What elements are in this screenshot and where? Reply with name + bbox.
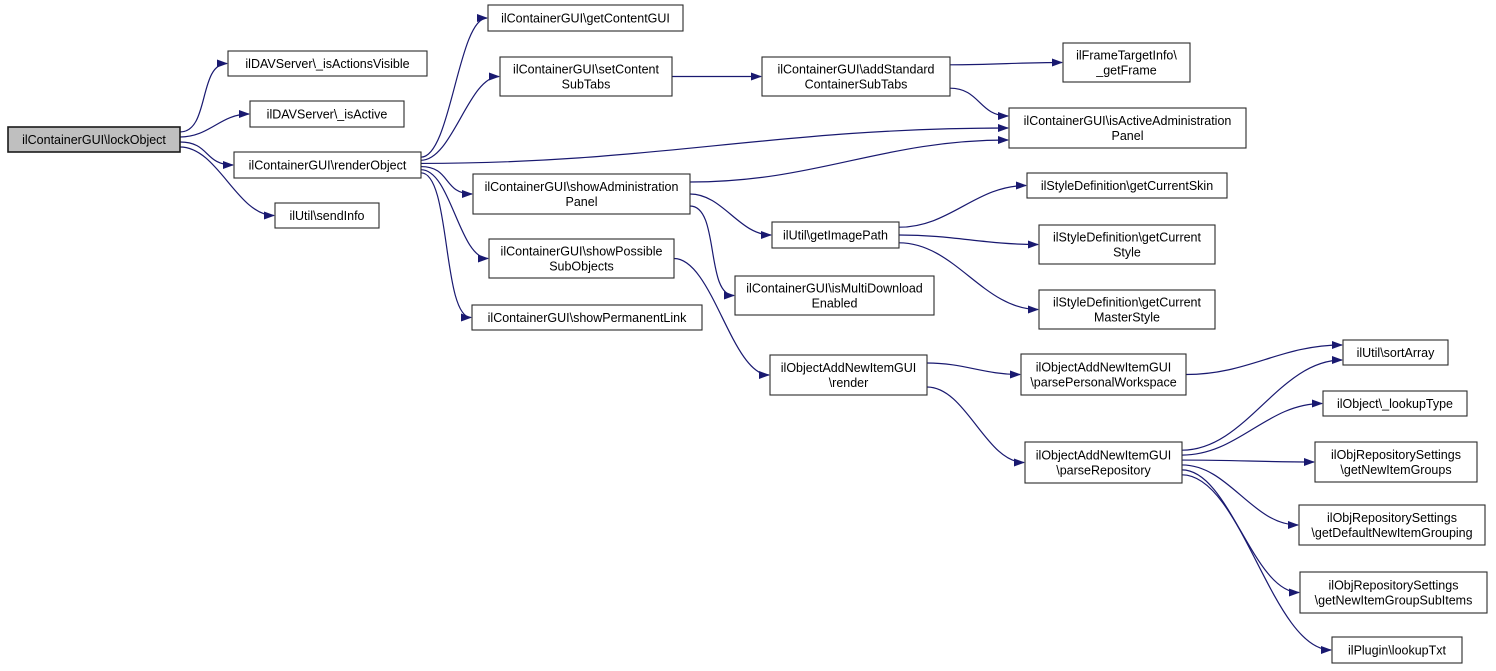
node-label: ilObjectAddNewItemGUI \render <box>780 361 917 390</box>
node-isActive[interactable] <box>250 101 404 127</box>
node-getCurrentSkin[interactable] <box>1027 173 1227 198</box>
edge-showAdministrationPanel-isActiveAdministrationPanel <box>690 140 1008 182</box>
edge-showAdministrationPanel-isMultiDownloadEnabled <box>690 206 734 296</box>
node-label: ilContainerGUI\addStandard ContainerSubTabs <box>777 62 935 92</box>
node-label: ilUtil\sendInfo <box>289 209 365 223</box>
node-label: ilDAVServer\_isActive <box>266 107 388 122</box>
node-getImagePath[interactable] <box>772 222 899 248</box>
node-isActiveAdministrationPanel[interactable] <box>1009 108 1246 148</box>
node-showAdministrationPanel[interactable] <box>473 174 690 214</box>
edge-renderObject-showAdministrationPanel <box>421 167 472 194</box>
node-parsePersonalWorkspace[interactable] <box>1021 354 1186 395</box>
node-label: ilObjRepositorySettings \getNewItemGroupSubItems <box>1314 578 1473 608</box>
edge-getImagePath-getCurrentStyle <box>899 235 1038 245</box>
edge-lockObject-renderObject <box>180 142 233 165</box>
edge-render-parseRepository <box>927 387 1024 463</box>
node-sendInfo[interactable] <box>275 203 379 228</box>
node-label: ilObjRepositorySettings \getDefaultNewItemGrouping <box>1311 511 1473 540</box>
node-label: ilContainerGUI\isActiveAdministration Panel <box>1023 114 1232 143</box>
node-getNewItemGroupSubItems[interactable] <box>1300 572 1487 613</box>
node-render[interactable] <box>770 355 927 395</box>
edge-addStandardContainerSubTabs-isActiveAdministrationPanel <box>950 88 1008 116</box>
edge-parsePersonalWorkspace-sortArray <box>1186 345 1342 375</box>
node-isActionsVisible[interactable] <box>228 51 427 76</box>
node-label: ilContainerGUI\showAdministration Panel <box>484 180 679 209</box>
node-label: ilPlugin\lookupTxt <box>1348 643 1446 658</box>
node-isMultiDownloadEnabled[interactable] <box>735 276 934 315</box>
node-label: ilUtil\getImagePath <box>783 228 888 243</box>
edge-renderObject-isActiveAdministrationPanel <box>421 128 1008 163</box>
node-label: ilContainerGUI\lockObject <box>22 133 166 147</box>
node-addStandardContainerSubTabs[interactable] <box>762 57 950 96</box>
edge-parseRepository-getDefaultNewItemGrouping <box>1182 465 1298 525</box>
node-label: ilContainerGUI\isMultiDownload Enabled <box>746 281 923 311</box>
node-label: ilObject\_lookupType <box>1336 397 1454 411</box>
node-renderObject[interactable] <box>234 152 421 178</box>
node-lookupType[interactable] <box>1323 391 1467 416</box>
node-parseRepository[interactable] <box>1025 442 1182 483</box>
edge-lockObject-isActionsVisible <box>180 64 227 133</box>
node-getDefaultNewItemGrouping[interactable] <box>1299 505 1485 545</box>
node-getCurrentMasterStyle[interactable] <box>1039 290 1215 329</box>
edge-lockObject-isActive <box>180 114 249 137</box>
node-label: ilContainerGUI\setContent SubTabs <box>513 62 659 92</box>
node-lookupTxt[interactable] <box>1332 637 1462 663</box>
node-label: ilObjRepositorySettings \getNewItemGroups <box>1331 448 1461 477</box>
edge-parseRepository-getNewItemGroups <box>1182 460 1314 462</box>
edge-renderObject-getContentGUI <box>421 18 487 157</box>
edge-renderObject-setContentSubTabs <box>421 77 499 161</box>
node-label: ilContainerGUI\showPermanentLink <box>487 311 687 325</box>
node-getContentGUI[interactable] <box>488 5 683 31</box>
node-label: ilObjectAddNewItemGUI \parseRepository <box>1035 448 1172 478</box>
node-getFrame[interactable] <box>1063 43 1190 82</box>
node-showPermanentLink[interactable] <box>472 305 702 330</box>
node-label: ilUtil\sortArray <box>1356 346 1435 360</box>
node-label: ilContainerGUI\renderObject <box>248 158 407 173</box>
node-label: ilStyleDefinition\getCurrent Style <box>1053 230 1201 260</box>
node-showPossibleSubObjects[interactable] <box>489 239 674 278</box>
node-setContentSubTabs[interactable] <box>500 57 672 96</box>
edge-render-parsePersonalWorkspace <box>927 363 1020 375</box>
edge-parseRepository-lookupTxt <box>1182 475 1331 650</box>
edge-getImagePath-getCurrentSkin <box>899 186 1026 228</box>
edge-addStandardContainerSubTabs-getFrame <box>950 63 1062 65</box>
node-label: ilStyleDefinition\getCurrent MasterStyle <box>1053 295 1201 325</box>
node-label: ilDAVServer\_isActionsVisible <box>245 57 410 71</box>
node-label: ilObjectAddNewItemGUI \parsePersonalWorkspace <box>1030 360 1177 390</box>
node-label: ilFrameTargetInfo\ _getFrame <box>1076 48 1177 78</box>
node-label: ilContainerGUI\getContentGUI <box>501 11 670 26</box>
node-label: ilStyleDefinition\getCurrentSkin <box>1040 179 1214 193</box>
node-lockObject[interactable] <box>8 127 180 152</box>
node-getNewItemGroups[interactable] <box>1315 442 1477 482</box>
node-label: ilContainerGUI\showPossible SubObjects <box>500 244 663 274</box>
node-sortArray[interactable] <box>1343 340 1448 365</box>
node-getCurrentStyle[interactable] <box>1039 225 1215 264</box>
